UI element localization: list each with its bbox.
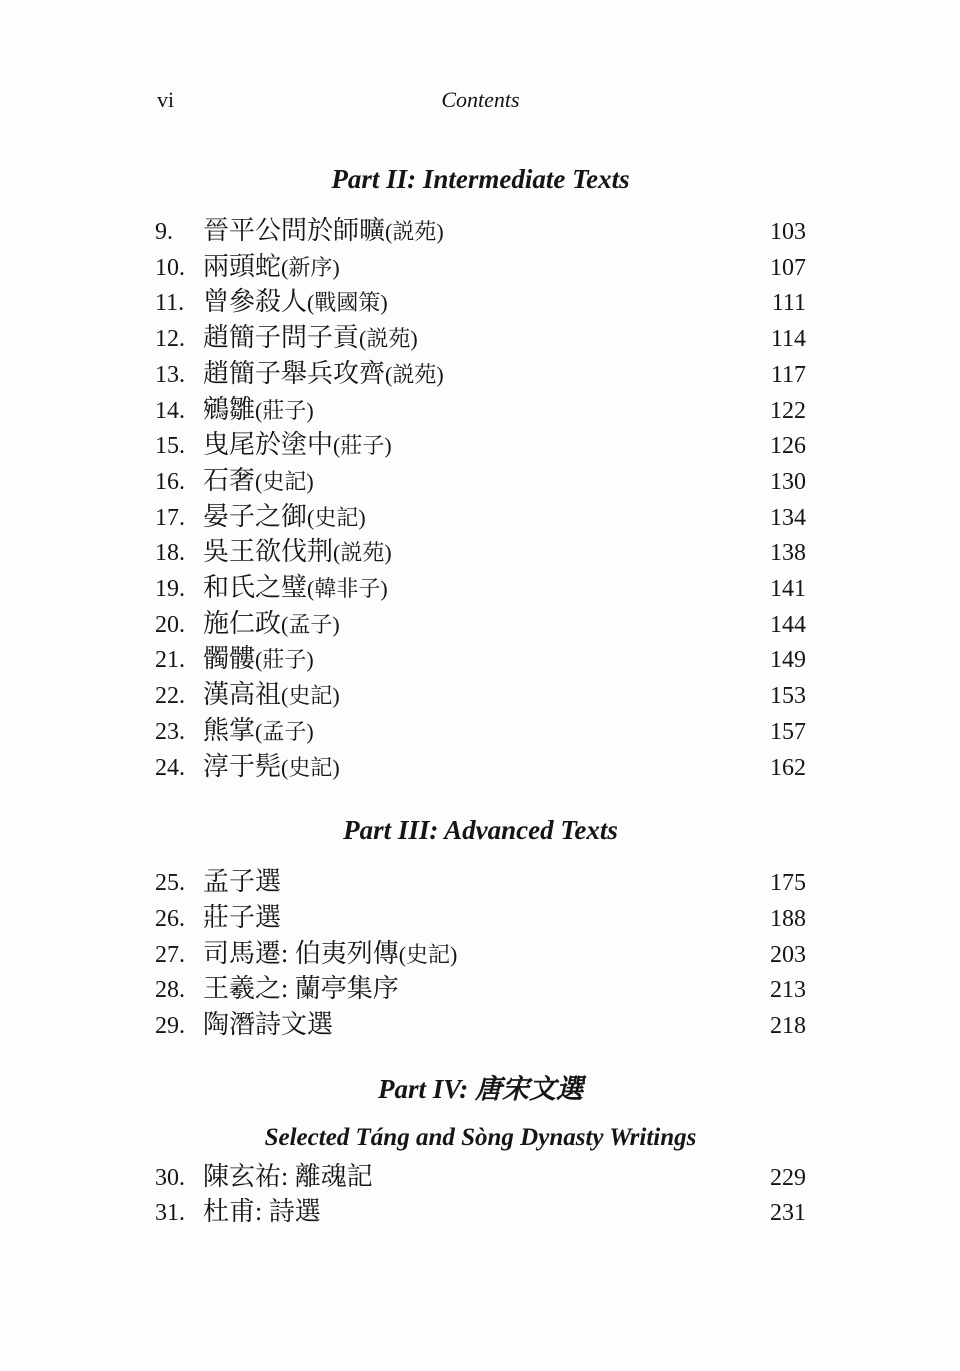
item-number: 18. (155, 540, 185, 567)
item-page-number: 117 (770, 361, 806, 388)
item-number: 20. (155, 611, 185, 638)
item-source: (説苑) (385, 361, 444, 387)
item-title: 趙簡子舉兵攻齊(説苑) (203, 358, 444, 388)
item-page-number: 122 (770, 397, 806, 424)
item-title: 趙簡子問子貢(説苑) (203, 323, 418, 353)
toc-row (155, 937, 806, 973)
item-title: 孟子選 (203, 867, 282, 897)
item-title: 晉平公問於師曠(説苑) (203, 216, 444, 245)
item-page-number: 144 (770, 611, 806, 638)
item-title: 漢高祖(史記) (203, 680, 340, 710)
section-heading: Part III: Advanced Texts (343, 815, 618, 846)
item-title: 王羲之: 蘭亭集序 (203, 974, 399, 1004)
item-title: 鵷雛(莊子) (203, 394, 314, 424)
item-number: 14. (155, 397, 185, 424)
toc-row (155, 678, 806, 714)
item-number: 17. (155, 504, 185, 531)
toc-row (155, 428, 806, 464)
item-page-number: 188 (770, 905, 806, 932)
item-page-number: 130 (770, 468, 806, 495)
toc-row (155, 393, 806, 429)
item-number: 10. (155, 254, 185, 281)
item-page-number: 162 (770, 754, 806, 781)
item-source: (莊子) (255, 647, 314, 673)
toc-row (155, 357, 806, 393)
item-source: (史記) (307, 504, 366, 530)
item-page-number: 103 (770, 219, 806, 245)
item-number: 16. (155, 468, 185, 495)
item-title: 石奢(史記) (203, 465, 314, 495)
item-page-number: 111 (771, 290, 806, 317)
toc-row (155, 1195, 806, 1231)
item-title: 兩頭蛇(新序) (203, 251, 340, 281)
item-source: (説苑) (333, 540, 392, 566)
item-page-number: 175 (770, 870, 806, 897)
running-head: Contents (441, 87, 520, 112)
toc-row (155, 321, 806, 357)
toc-row (155, 865, 806, 901)
item-title: 陳玄祐: 離魂記 (203, 1161, 373, 1191)
item-page-number: 126 (770, 433, 806, 460)
item-title: 髑髏(莊子) (203, 644, 314, 674)
item-source: (説苑) (385, 219, 444, 244)
item-page-number: 141 (770, 576, 806, 603)
item-page-number: 134 (770, 504, 806, 531)
item-title: 吳王欲伐荆(説苑) (203, 537, 392, 567)
item-page-number: 213 (770, 977, 806, 1004)
item-number: 27. (155, 941, 185, 968)
toc-row (155, 1008, 806, 1044)
toc-row (155, 464, 806, 500)
item-title: 曳尾於塗中(莊子) (203, 430, 392, 460)
item-number: 30. (155, 1164, 185, 1191)
item-source: (史記) (255, 468, 314, 494)
item-number: 26. (155, 905, 185, 932)
item-page-number: 138 (770, 540, 806, 567)
item-title: 熊掌(孟子) (203, 715, 314, 745)
toc-row (155, 714, 806, 750)
item-title: 司馬遷: 伯夷列傳(史記) (203, 938, 458, 968)
item-number: 9. (155, 219, 173, 245)
item-page-number: 157 (770, 718, 806, 745)
item-title: 曾參殺人(戰國策) (203, 287, 388, 317)
toc-row (155, 214, 806, 250)
item-number: 29. (155, 1013, 185, 1040)
item-source: (戰國策) (307, 290, 388, 316)
item-page-number: 203 (770, 941, 806, 968)
toc-row (155, 500, 806, 536)
item-title: 淳于髡(史記) (203, 751, 340, 781)
item-page-number: 218 (770, 1013, 806, 1040)
toc-row (155, 642, 806, 678)
item-source: (史記) (281, 683, 340, 709)
toc-row (155, 285, 806, 321)
item-number: 13. (155, 361, 185, 388)
item-source: (史記) (281, 754, 340, 780)
toc-row (155, 250, 806, 286)
item-number: 19. (155, 576, 185, 603)
item-page-number: 153 (770, 683, 806, 710)
item-number: 28. (155, 977, 185, 1004)
item-source: (史記) (398, 941, 458, 967)
item-number: 25. (155, 870, 185, 897)
item-number: 24. (155, 754, 185, 781)
item-page-number: 229 (770, 1164, 806, 1191)
item-number: 11. (155, 290, 185, 317)
toc-row (155, 1160, 806, 1196)
page-header (155, 88, 806, 114)
item-source: (新序) (281, 254, 340, 280)
item-number: 15. (155, 433, 185, 460)
item-page-number: 231 (770, 1200, 806, 1227)
toc-section (155, 815, 806, 1044)
item-title: 陶潛詩文選 (203, 1010, 334, 1040)
item-title: 和氏之璧(韓非子) (203, 573, 388, 603)
toc-row (155, 750, 806, 786)
item-number: 23. (155, 718, 185, 745)
folio-page-number: vi (157, 87, 175, 112)
item-number: 22. (155, 683, 185, 710)
item-source: (莊子) (333, 433, 392, 459)
item-title: 杜甫: 詩選 (203, 1197, 321, 1227)
item-source: (孟子) (281, 611, 340, 637)
item-number: 31. (155, 1200, 185, 1227)
item-title: 晏子之御(史記) (203, 501, 366, 531)
item-title: 莊子選 (203, 902, 282, 932)
toc-row (155, 972, 806, 1008)
toc-row (155, 571, 806, 607)
section-subheading: Selected Táng and Sòng Dynasty Writings (264, 1123, 697, 1151)
item-source: (韓非子) (307, 576, 388, 602)
item-source: (孟子) (255, 718, 314, 744)
item-page-number: 107 (770, 254, 806, 281)
item-source: (説苑) (359, 326, 418, 352)
item-number: 12. (155, 326, 185, 353)
section-heading: Part IV: 唐宋文選 (377, 1073, 583, 1104)
item-number: 21. (155, 647, 185, 674)
toc-row (155, 535, 806, 571)
toc-section (155, 1074, 806, 1231)
section-heading: Part II: Intermediate Texts (331, 164, 630, 194)
item-page-number: 114 (770, 326, 806, 353)
item-source: (莊子) (255, 397, 314, 423)
item-title: 施仁政(孟子) (203, 608, 340, 638)
toc-section (155, 164, 806, 785)
toc-sections (155, 164, 806, 1231)
item-page-number: 149 (770, 647, 806, 674)
toc-row (155, 901, 806, 937)
toc-row (155, 607, 806, 643)
